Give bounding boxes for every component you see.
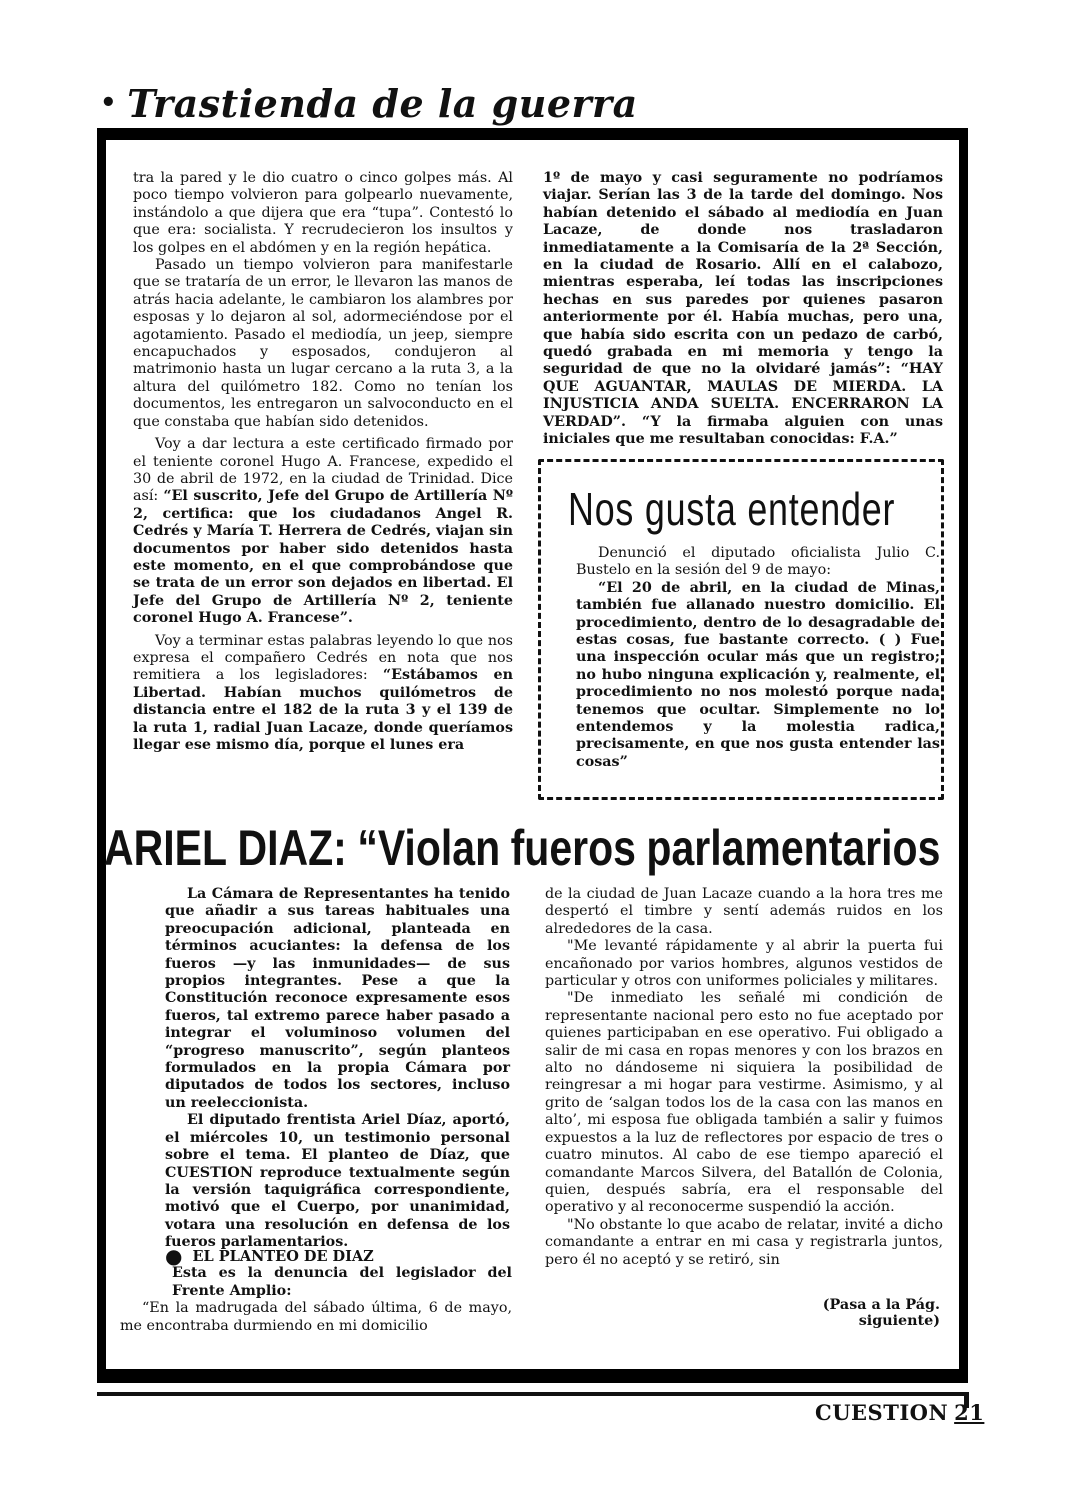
section-title-text: Trastienda de la guerra: [127, 81, 638, 126]
quote-start: “En la madrugada del sábado última, 6 de mayo, me encontraba durmiendo en mi domicilio: [120, 1300, 512, 1334]
paragraph: Voy a dar lectura a este certificado firmado por el teniente coronel Hugo A. Francese, expedido el 30 de abril de 1972, en la ciudad de Trinidad. Dice así: “El suscrito, Jefe del Grupo de Artillería Nº 2, certifica: que los ciudadanos Angel R. Cedrés y María T. Herrera de Cedrés, viajan sin documentos por haber sido detenidos hasta este momento, en el que comprobándose que se trata de un error son dejados en libertad. El Jefe del Grupo de Artillería Nº 2, teniente coronel Hugo A. Francese”.: [133, 436, 513, 627]
article-column-4: [545, 886, 943, 1269]
paragraph: de la ciudad de Juan Lacaze cuando a la hora tres me despertó el timbre y sentí además ruidos en los alrededores de la casa.: [545, 886, 943, 937]
headline-word: fueros: [510, 820, 636, 876]
paragraph: Voy a terminar estas palabras leyendo lo que nos expresa el compañero Cedrés en nota que nos remitiera a los legisladores: “Estábamos en Libertad. Habían muchos quilómetros de distancia entre el 182 de la ruta 3 y el 139 de la ruta 1, radial Juan Lacaze, donde queríamos llegar ese mismo día, porque el lunes era: [133, 632, 513, 753]
headline-word: parlamentarios: [646, 820, 941, 876]
paragraph: "Me levanté rápidamente y al abrir la puerta fui encañonado por varios hombres, algunos vestidos de particular y otros con uniformes policiales y militares.: [545, 938, 943, 990]
lead-paragraph: La Cámara de Representantes ha tenido que añadir a sus tareas habituales una preocupación adicional, planteada en términos acuciantes: la defensa de los fueros —y las inmunidades— de sus propios integrantes. Pese a que la Constitución reconoce expresamente esos fueros, tal extremo parece haber pasado a integrar el voluminoso volumen del “progreso manuscrito”, según planteos formulados en la propia Cámara por diputados de todos los sectores, incluso un reeleccionista.: [165, 886, 510, 1111]
publication-name: CUESTION: [815, 1400, 949, 1425]
bullet-icon: •: [100, 88, 118, 118]
footer-brand: [815, 1400, 984, 1425]
article-headline: [104, 818, 940, 878]
sidebar-quote: “El 20 de abril, en la ciudad de Minas, también fue allanado nuestro domicilio. El procedimiento, dentro de lo desagradable de estas cosas, fue bastante correcto. ( ) Fue una inspección ocular más que un registro; no hubo ninguna explicación y, realmente, el procedimiento no nos molestó porque nada tenemos que ocultar. Simplemente no lo entendemos y la molestia radica, precisamente, en que nos gusta entender las cosas”: [576, 579, 940, 770]
subheading: ● EL PLANTEO DE DIAZ: [165, 1244, 374, 1268]
headline-word: “Violan: [357, 820, 501, 876]
article-column-3: [165, 886, 510, 1252]
section-title: [100, 78, 638, 128]
article-column-3-continued: [120, 1244, 512, 1335]
sidebar-box-title: Nos gusta entender: [568, 483, 896, 535]
article-column-1: [133, 170, 513, 754]
article-column-2: [543, 170, 943, 449]
sidebar-intro: Denunció el diputado oficialista Julio C. Bustelo en la sesión del 9 de mayo:: [576, 545, 940, 579]
footer-rule: [97, 1392, 969, 1396]
paragraph: El diputado frentista Ariel Díaz, aportó, el miércoles 10, un testimonio personal sobre el tema. El planteo de Díaz, que CUESTION reproduce textualmente según la versión taquigráfica correspondiente, motivó que el Cuerpo, por unanimidad, votara una resolución en defensa de los fueros parlamentarios.: [165, 1112, 510, 1251]
paragraph: "No obstante lo que acabo de relatar, invité a dicho comandante a entrar en mi casa y registrarla juntos, pero él no aceptó y se retiró, sin: [545, 1216, 943, 1268]
headline-word: ARIEL: [104, 820, 227, 876]
subhead-intro: Esta es la denuncia del legislador del Frente Amplio:: [172, 1265, 512, 1299]
continued-note: (Pasa a la Pág. siguiente): [822, 1297, 940, 1329]
paragraph: Pasado un tiempo volvieron para manifestarle que se trataría de un error, le llevaron las manos de atrás hacia adelante, le cambiaron los alambres por esposas y lo dejaron al sol, adormeciéndose por el agotamiento. Pasado el mediodía, un jeep, siempre encapuchados y esposados, condujeron al matrimonio hasta un lugar cercano a la ruta 3, a la altura del quilómetro 182. Como no tenían los documentos, les entregaron un salvoconducto en el que constaba que habían sido detenidos.: [133, 257, 513, 430]
bullet-icon: ●: [165, 1244, 183, 1268]
cedres-quote: “Estábamos en Libertad. Habían muchos quilómetros de distancia entre el 182 de la ruta 3 y el 139 de la ruta 1, radial Juan Lacaze, donde queríamos llegar ese mismo día, porque el lunes era: [133, 667, 513, 753]
page-number: 21: [954, 1400, 985, 1425]
paragraph: "De inmediato les señalé mi condición de representante nacional pero esto no fue aceptado por quienes participaban en ese operativo. Fui obligado a salir de mi casa en ropas menores y con los brazos en alto no dándoseme ni siquiera la posibilidad de reingresar a mi hogar para vestirme. Asimismo, y al grito de ‘salgan todos los de la casa con las manos en alto’, mi esposa fue obligada también a salir y fuimos expuestos a la luz de reflectores por espacio de tres o cuatro minutos. Al cabo de ese tiempo apareció el comandante Marcos Silvera, del Batallón de Colonia, quien, después sabría, era el responsable del operativo y al reconocerme suspendió la acción.: [545, 990, 943, 1216]
headline-word: DIAZ:: [237, 820, 347, 876]
certificate-quote: “El suscrito, Jefe del Grupo de Artillería Nº 2, certifica: que los ciudadanos Angel R. Cedrés y María T. Herrera de Cedrés, viajan sin documentos por haber sido detenidos hasta este momento, en el que comprobándose que se trata de un error son dejados en libertad. El Jefe del Grupo de Artillería Nº 2, teniente coronel Hugo A. Francese”.: [133, 488, 513, 627]
paragraph: tra la pared y le dio cuatro o cinco golpes más. Al poco tiempo volvieron para golpearlo nuevamente, instándolo a que dijera que era “tupa”. Contestó lo que era: socialista. Y recrudecieron los insultos y los golpes en el abdómen y en la región hepática.: [133, 170, 513, 256]
paragraph: 1º de mayo y casi seguramente no podríamos viajar. Serían las 3 de la tarde del domingo. Nos habían detenido el sábado al mediodía en Juan Lacaze, de donde nos trasladaron inmediatamente a la Comisaría de la 2ª Sección, en la ciudad de Rosario. Allí en el calabozo, mientras esperaba, leí todas las inscripciones hechas en sus paredes por quienes pasaron anteriormente por él. Había muchas, pero una, que había sido escrita con un pedazo de carbó, quedó grabada en mi memoria y tengo la seguridad de que no la olvidaré jamás”: “HAY QUE AGUANTAR, MAULAS DE MIERDA. LA INJUSTICIA ANDA SUELTA. ENCERRARON LA VERDAD”. “Y la firmaba alguien con unas iniciales que me resultaban conocidas: F.A.”: [543, 170, 943, 448]
sidebar-box-body: [576, 545, 940, 771]
